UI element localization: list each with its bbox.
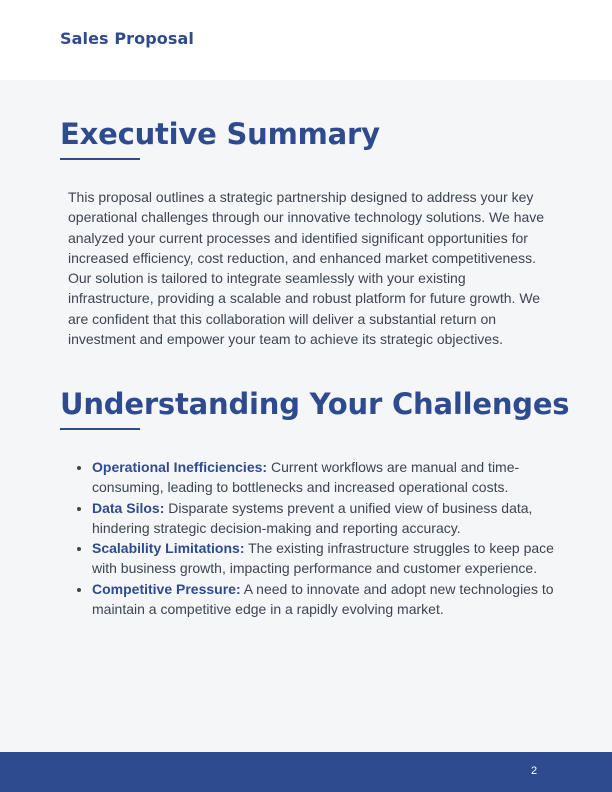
page-number: 2 — [531, 765, 538, 777]
challenge-term: Competitive Pressure: — [92, 580, 241, 597]
page-footer — [0, 752, 612, 792]
challenges-list — [74, 457, 567, 619]
executive-summary-text-box — [68, 187, 548, 361]
challenge-description: The existing infrastructure struggles to keep pace with business growth, impacting performance and customer experience. — [92, 540, 554, 577]
challenge-description: A need to innovate and adopt new technologies to maintain a competitive edge in a rapidly evolving market. — [92, 580, 554, 618]
challenge-term: Data Silos: — [92, 499, 165, 516]
page-header — [0, 0, 612, 80]
challenge-item — [92, 498, 567, 539]
document-title: Sales Proposal — [60, 29, 195, 48]
executive-summary-heading: Executive Summary — [60, 117, 380, 151]
challenge-term: Scalability Limitations: — [92, 540, 245, 557]
challenges-heading: Understanding Your Challenges — [60, 387, 570, 421]
challenge-term: Operational Inefficiencies: — [92, 459, 268, 475]
heading-underline — [60, 428, 140, 430]
challenge-item — [92, 538, 567, 579]
heading-underline — [60, 158, 140, 160]
challenge-description: Current workflows are manual and time-consuming, leading to bottlenecks and increased operational costs. — [92, 459, 520, 496]
challenge-item — [92, 457, 567, 498]
challenge-item — [92, 579, 567, 620]
challenge-description: Disparate systems prevent a unified view of business data, hindering strategic decision-making and reporting accuracy. — [92, 499, 533, 536]
executive-summary-body: This proposal outlines a strategic partnership designed to address your key operational challenges through our innovative technology solutions. We have analyzed your current processes and identified significant opportunities for increased efficiency, cost reduction, and enhanced market competitiveness. Our solution is tailored to integrate seamlessly with your existing infrastructure, providing a scalable and robust platform for future growth. We are confident that this collaboration will deliver a substantial return on investment and empower your team to achieve its strategic objectives. — [68, 189, 545, 348]
